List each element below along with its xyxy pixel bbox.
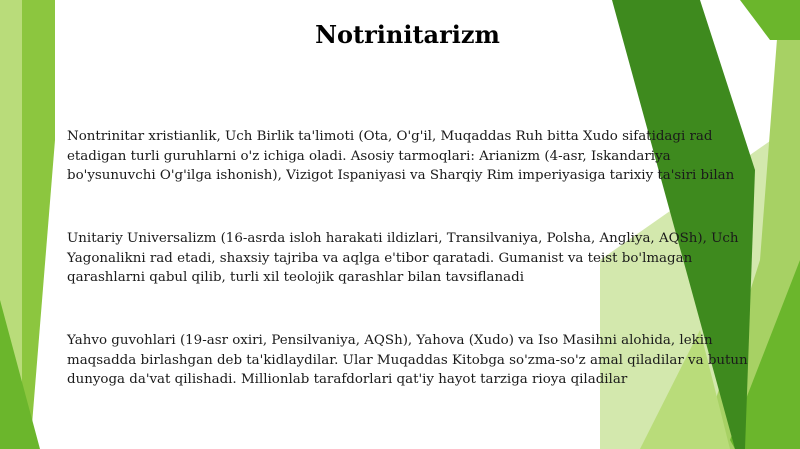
paragraph-jehovahs-witnesses: Yahvo guvohlari (19-asr oxiri, Pensilvaniya, AQSh), Yahova (Xudo) va Iso Masihni alohida, lekin maqsadda birlashgan deb ta'kidlaydilar. Ular Muqaddas Kitobga so'zma-so'z amal qiladilar va butun dunyoga da'vat qilishadi. Millionlab tarafdorlari qat'iy hayot tarziga rioya qiladilar <box>67 333 748 387</box>
paragraph-nontrinitarian: Nontrinitar xristianlik, Uch Birlik ta'limoti (Ota, O'g'il, Muqaddas Ruh bitta Xudo sifatidagi rad etadigan turli guruhlarni o'z ichiga oladi. Asosiy tarmoqlari: Arianizm (4-asr, Iskandariya bo'ysunuvchi O'g'ilga ishonish), Vizigot Ispaniyasi va Sharqiy Rim imperiyasiga tarixiy ta'siri bilan <box>67 129 735 183</box>
slide-title: Notrinitarizm <box>315 20 500 49</box>
paragraph-unitarian-universalism: Unitariy Universalizm (16-asrda isloh harakati ildizlari, Transilvaniya, Polsha, Angliya, AQSh), Uch Yagonalikni rad etadi, shaxsiy tajriba va aqlga e'tibor qaratadi. Gumanist va teist bo'lmagan qarashlarni qabul qilib, turli xil teolojik qarashlar bilan tavsiflanadi <box>67 231 739 285</box>
